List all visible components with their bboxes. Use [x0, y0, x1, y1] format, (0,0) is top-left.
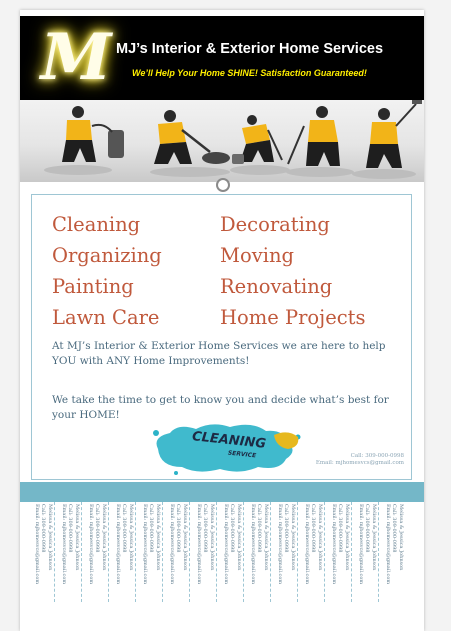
logo-m-icon [30, 22, 120, 94]
workers-illustration [20, 100, 424, 182]
teal-divider-bar [20, 482, 424, 502]
tear-off-tab [136, 502, 163, 602]
tear-off-tab [352, 502, 379, 602]
tear-off-tab [163, 502, 190, 602]
cleaning-logo-sub: SERVICE [227, 449, 257, 460]
tab-text: Melissa & Jessica Johnson Call: 309-000-0998 Email: mjhomesvcs@gmail.com [331, 504, 350, 585]
tear-off-tab [298, 502, 325, 602]
service-item: Painting [52, 275, 134, 298]
tear-off-tab [379, 502, 406, 602]
tear-off-tab [244, 502, 271, 602]
worker-mop-standing-icon [286, 106, 354, 177]
content-frame [31, 194, 412, 480]
header-banner [20, 16, 424, 100]
flyer-page [20, 10, 424, 631]
contact-email: Email: mjhomesvcs@gmail.com [315, 460, 404, 466]
tear-off-tab [325, 502, 352, 602]
service-item: Decorating [220, 213, 330, 236]
tab-text: Melissa & Jessica Johnson Call: 309-000-0998 Email: mjhomesvcs@gmail.com [277, 504, 296, 585]
logo-letter: M [40, 20, 112, 95]
tear-off-tab [109, 502, 136, 602]
worker-floor-machine-icon [150, 110, 230, 177]
worker-vacuum-icon [44, 106, 124, 175]
service-item: Lawn Care [52, 306, 160, 329]
tear-off-tab [55, 502, 82, 602]
tab-text: Melissa & Jessica Johnson Call: 309-000-0998 Email: mjhomesvcs@gmail.com [88, 504, 107, 585]
worker-window-wiper-icon [352, 100, 422, 179]
worker-mop-icon [230, 115, 290, 175]
cleaning-workers-image [20, 100, 424, 182]
tab-text: Melissa & Jessica Johnson Call: 309-000-0998 Email: mjhomesvcs@gmail.com [358, 504, 377, 585]
image-rotate-handle[interactable] [216, 178, 230, 192]
tab-text: Melissa & Jessica Johnson Call: 309-000-0998 Email: mjhomesvcs@gmail.com [385, 504, 404, 585]
tear-off-tab [28, 502, 55, 602]
business-name: MJ’s Interior & Exterior Home Services [116, 41, 384, 57]
tear-off-tab [217, 502, 244, 602]
tab-text: Melissa & Jessica Johnson Call: 309-000-0998 Email: mjhomesvcs@gmail.com [250, 504, 269, 585]
tear-off-tabs [20, 502, 424, 602]
tab-text: Melissa & Jessica Johnson Call: 309-000-0998 Email: mjhomesvcs@gmail.com [115, 504, 134, 585]
service-item: Moving [220, 244, 295, 267]
intro-paragraph-1: At MJ’s Interior & Exterior Home Services we are here to help YOU with ANY Home Improvements! [52, 340, 386, 367]
tab-text: Melissa & Jessica Johnson Call: 309-000-0998 Email: mjhomesvcs@gmail.com [34, 504, 53, 585]
intro-paragraph-2: We take the time to get to know you and decide what’s best for your HOME! [52, 394, 389, 421]
service-item: Organizing [52, 244, 162, 267]
tagline: We’ll Help Your Home SHINE! Satisfaction Guaranteed! [132, 68, 367, 78]
contact-call: Call: 309-000-0998 [350, 453, 404, 459]
tab-text: Melissa & Jessica Johnson Call: 309-000-0998 Email: mjhomesvcs@gmail.com [61, 504, 80, 585]
tab-text: Melissa & Jessica Johnson Call: 309-000-0998 Email: mjhomesvcs@gmail.com [196, 504, 215, 585]
service-item: Cleaning [52, 213, 141, 236]
cleaning-service-logo [148, 419, 308, 475]
service-item: Renovating [220, 275, 333, 298]
tear-off-tab [271, 502, 298, 602]
service-item: Home Projects [220, 306, 366, 329]
cleaning-logo-word: CLEANING [191, 429, 267, 452]
tab-text: Melissa & Jessica Johnson Call: 309-000-0998 Email: mjhomesvcs@gmail.com [142, 504, 161, 585]
tab-text: Melissa & Jessica Johnson Call: 309-000-0998 Email: mjhomesvcs@gmail.com [304, 504, 323, 585]
tear-off-tab [190, 502, 217, 602]
tab-text: Melissa & Jessica Johnson Call: 309-000-0998 Email: mjhomesvcs@gmail.com [169, 504, 188, 585]
tear-off-tab [82, 502, 109, 602]
tab-text: Melissa & Jessica Johnson Call: 309-000-0998 Email: mjhomesvcs@gmail.com [223, 504, 242, 585]
